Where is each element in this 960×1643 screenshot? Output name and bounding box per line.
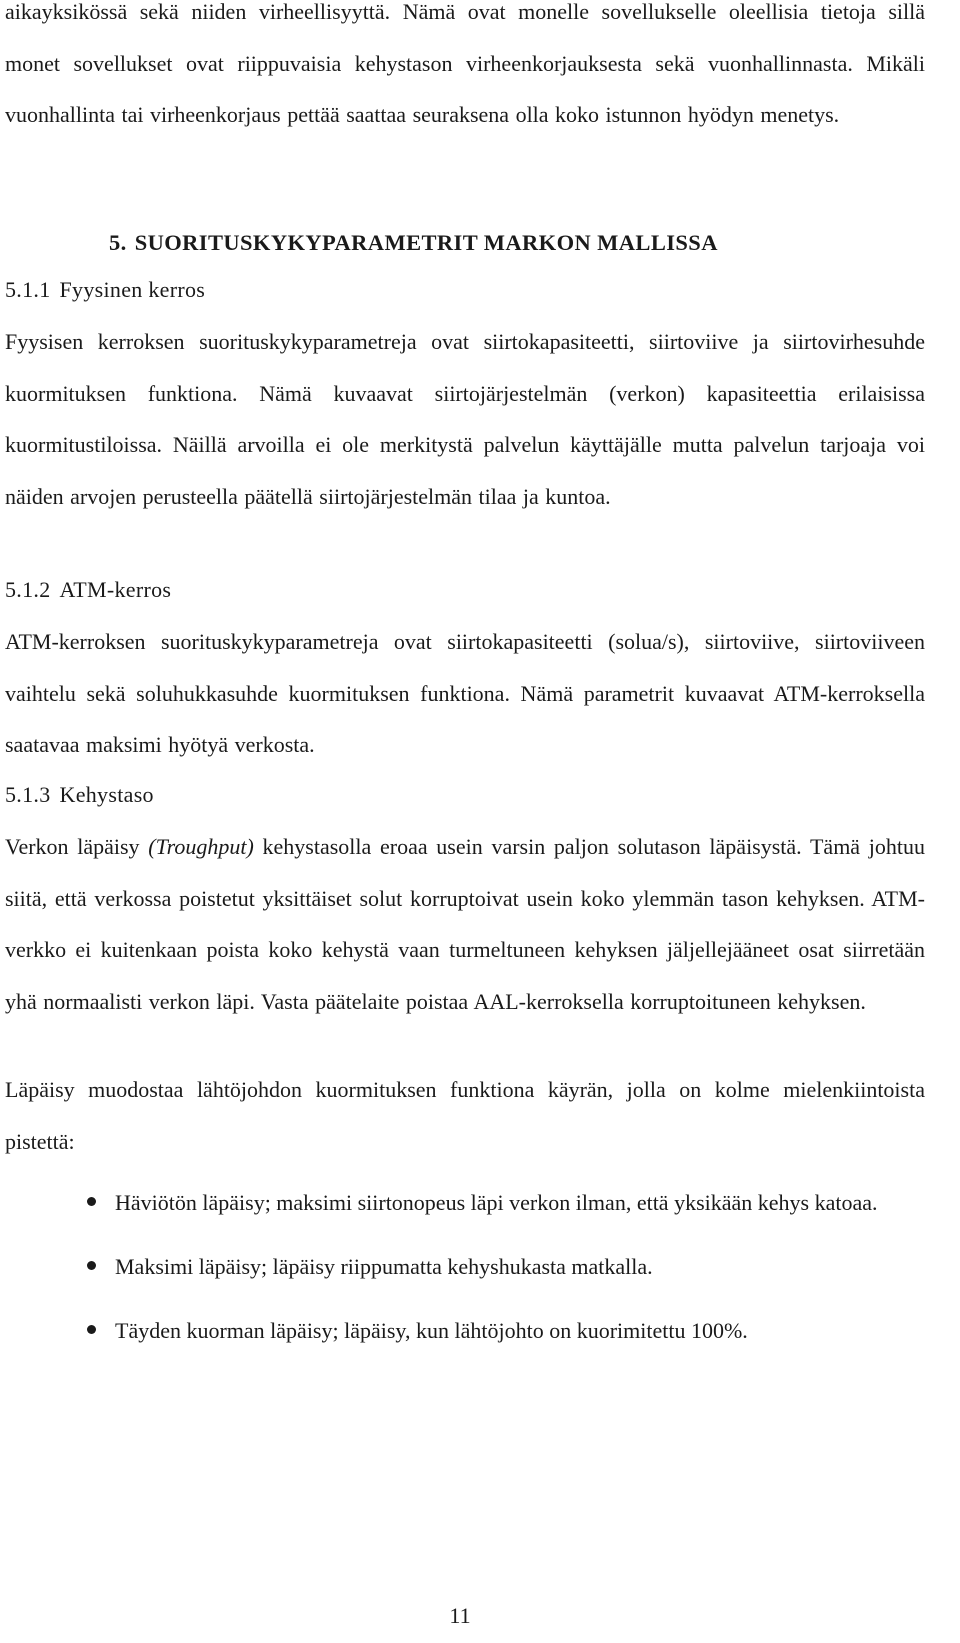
section-title: ATM-kerros	[59, 577, 172, 602]
paragraph-text: Verkon läpäisy	[5, 834, 149, 859]
section-heading-frame	[5, 781, 154, 809]
chapter-title: SUORITUSKYKYPARAMETRIT MARKON MALLISSA	[134, 230, 718, 255]
bullet-icon	[87, 1197, 96, 1206]
section-number: 5.1.2	[5, 577, 51, 602]
section-number: 5.1.3	[5, 782, 51, 807]
section-paragraph-frame	[5, 821, 925, 1027]
chapter-heading	[109, 229, 718, 257]
list-item-text: Maksimi läpäisy; läpäisy riippumatta kehyshukasta matkalla.	[115, 1254, 653, 1279]
section-title: Kehystaso	[59, 782, 154, 807]
list-item	[0, 1177, 925, 1228]
italic-term: (Troughput)	[148, 834, 254, 859]
list-item	[0, 1305, 925, 1356]
section-number: 5.1.1	[5, 277, 51, 302]
intro-paragraph: aikayksikössä sekä niiden virheellisyyttä. Nämä ovat monelle sovellukselle oleellisia tietoja sillä monet sovellukset ovat riippuvaisia kehystason virheenkorjauksesta sekä vuonhallinnasta. Mikäli vuonhallinta tai virheenkorjaus pettää saattaa seuraksena olla koko istunnon hyödyn menetys.	[5, 0, 925, 127]
section-title: Fyysinen kerros	[59, 277, 206, 302]
section-paragraph-throughput: Läpäisy muodostaa lähtöjohdon kuormituksen funktiona käyrän, jolla on kolme mielenkiintoista pistettä:	[5, 1077, 925, 1154]
bullet-icon	[87, 1325, 96, 1334]
list-item-text: Häviötön läpäisy; maksimi siirtonopeus läpi verkon ilman, että yksikään kehys katoaa.	[115, 1190, 878, 1215]
section-heading-physical	[5, 276, 205, 304]
bullet-list	[0, 1177, 930, 1369]
bullet-icon	[87, 1261, 96, 1270]
paragraph-text: kehystasolla eroaa usein varsin paljon solutason läpäisystä. Tämä johtuu siitä, että verkossa poistetut yksittäiset solut korruptoivat usein koko ylemmän tason kehyksen. ATM-verkko ei kuitenkaan poista koko kehystä vaan turmeltuneen kehyksen jäljellejääneet osat siirretään yhä normaalisti verkon läpi. Vasta päätelaite poistaa AAL-kerroksella korruptoituneen kehyksen.	[5, 834, 926, 1014]
section-heading-atm	[5, 576, 171, 604]
chapter-number: 5.	[109, 230, 127, 255]
list-item	[0, 1241, 925, 1292]
section-paragraph-physical: Fyysisen kerroksen suorituskykyparametreja ovat siirtokapasiteetti, siirtoviive ja siirtovirhesuhde kuormituksen funktiona. Nämä kuvaavat siirtojärjestelmän (verkon) kapasiteettia erilaisissa kuormitustiloissa. Näillä arvoilla ei ole merkitystä palvelun käyttäjälle mutta palvelun tarjoaja voi näiden arvojen perusteella päätellä siirtojärjestelmän tilaa ja kuntoa.	[5, 329, 925, 509]
section-paragraph-atm: ATM-kerroksen suorituskykyparametreja ovat siirtokapasiteetti (solua/s), siirtoviive, siirtoviiveen vaihtelu sekä soluhukkasuhde kuormituksen funktiona. Nämä parametrit kuvaavat ATM-kerroksella saatavaa maksimi hyötyä verkosta.	[5, 629, 925, 757]
page-number: 11	[449, 1603, 471, 1628]
list-item-text: Täyden kuorman läpäisy; läpäisy, kun lähtöjohto on kuorimitettu 100%.	[115, 1318, 748, 1343]
